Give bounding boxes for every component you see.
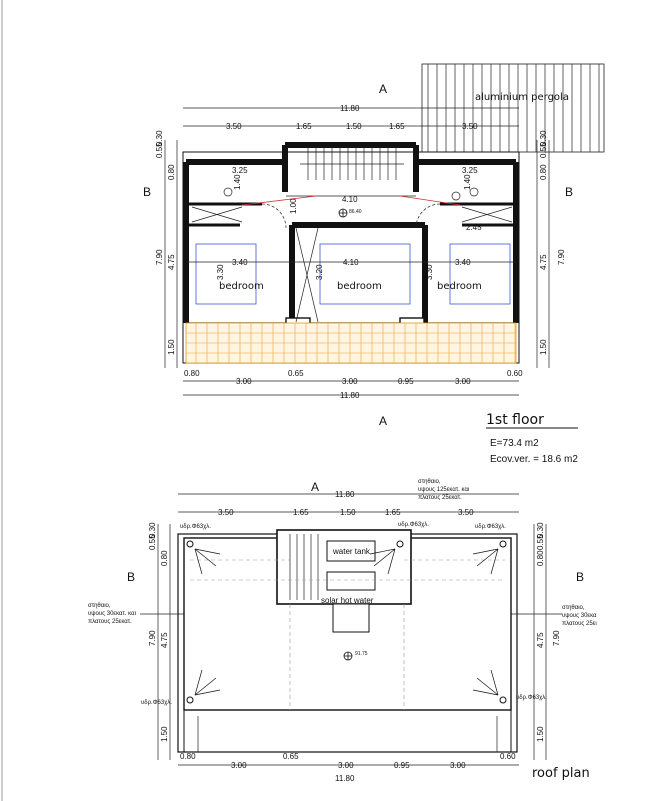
- pergola-label: aluminium pergola: [475, 92, 569, 103]
- dim-inner-9: 3.30: [425, 264, 434, 280]
- section-b-left: B: [143, 185, 152, 199]
- section-a-top: A: [379, 82, 388, 96]
- roof-dim-side-right-3: 7.90: [552, 630, 561, 646]
- roof-dim-overall-bottom: 11.80: [335, 774, 355, 783]
- dim-side-left-3: 7.90: [155, 249, 164, 265]
- dim-top-1: 1.65: [296, 122, 312, 131]
- roof-dim-overall: 11.80: [335, 490, 355, 499]
- roof-dim-side-right-5: 1.50: [536, 726, 545, 742]
- dim-inner-10: 3.40: [455, 258, 471, 267]
- dim-inner-7: 4.10: [343, 258, 359, 267]
- water-tank-label: water tank: [333, 547, 370, 556]
- roof-dim-bottom-2: 0.65: [283, 752, 299, 761]
- dim-inner-1-right: 1.40: [463, 174, 472, 190]
- dim-side-right-1: 0.30: [539, 130, 548, 146]
- roof-dim-side-left-4: 4.75: [160, 632, 169, 648]
- roof-section-a: A: [311, 480, 320, 494]
- roof-dim-side-left-2: 0.80: [160, 550, 169, 566]
- dim-top-2: 1.50: [346, 122, 362, 131]
- level-roof: 91.75: [355, 651, 368, 657]
- roof-plan-title: roof plan: [532, 766, 590, 781]
- dim-bottom-1: 3.00: [236, 377, 252, 386]
- roof-dim-bottom-4: 0.95: [394, 761, 410, 770]
- dim-side-left-4: 4.75: [167, 254, 176, 270]
- section-a-bottom: A: [379, 414, 388, 428]
- dim-overall-bottom: 11.80: [340, 391, 360, 400]
- dim-bottom-5: 3.00: [455, 377, 471, 386]
- roof-dim-top-1: 1.65: [293, 508, 309, 517]
- roof-section-b-right: B: [576, 570, 585, 584]
- dim-side-right-4: 4.75: [539, 254, 548, 270]
- roof-dim-bottom-0: 0.80: [180, 752, 196, 761]
- room-label-left: bedroom: [219, 281, 264, 292]
- dim-inner-1: 1.40: [233, 174, 242, 190]
- roof-dim-top-3: 1.65: [385, 508, 401, 517]
- drain-label-top-middle: υδρ.Φ63χλ.: [398, 522, 429, 528]
- roof-drain-icon: [500, 541, 506, 547]
- dim-inner-5: 3.40: [232, 258, 248, 267]
- dim-side-right-2: 0.80: [539, 164, 548, 180]
- dim-bottom-6: 0.60: [507, 369, 523, 378]
- solar-hot-water-label: solar hot water: [321, 596, 374, 605]
- dim-bottom-3: 3.00: [342, 377, 358, 386]
- note-left-0: στηθαιο,: [88, 603, 111, 609]
- roof-dim-side-right-0: 0.55: [536, 534, 545, 550]
- note-top-1: υψους 125εκατ. και: [418, 487, 470, 493]
- roof-dim-bottom-6: 0.60: [500, 752, 516, 761]
- note-top-2: πλατους 25εκατ.: [418, 495, 462, 501]
- level-first-floor: 86.40: [349, 209, 362, 215]
- roof-dim-top-2: 1.50: [340, 508, 356, 517]
- roof-drain-icon: [187, 697, 193, 703]
- first-floor-plan: [143, 64, 604, 465]
- roof-dim-side-right-2: 0.80: [536, 550, 545, 566]
- dim-side-left-2: 0.80: [167, 164, 176, 180]
- dim-inner-4: 2.45: [466, 223, 482, 232]
- dim-top-0: 3.50: [226, 122, 242, 131]
- note-left-1: υψους 30εκατ. και: [88, 611, 136, 617]
- dim-bottom-4: 0.95: [398, 377, 414, 386]
- roof-plan: [88, 479, 597, 783]
- note-right-0: στηθαιο,: [562, 605, 585, 611]
- dim-top-3: 1.65: [389, 122, 405, 131]
- roof-section-b-left: B: [127, 570, 136, 584]
- roof-dim-side-left-3: 7.90: [148, 630, 157, 646]
- roof-dim-bottom-3: 3.00: [338, 761, 354, 770]
- note-right-2: πλατους 25ει: [562, 621, 597, 627]
- dim-overall-top: 11.80: [340, 104, 360, 113]
- dim-side-left-5: 1.50: [167, 339, 176, 355]
- roof-dim-bottom-1: 3.00: [231, 761, 247, 770]
- dim-side-left-1: 0.30: [155, 130, 164, 146]
- dim-bottom-0: 0.80: [184, 369, 200, 378]
- roof-dim-top-4: 3.50: [458, 508, 474, 517]
- first-floor-area: E=73.4 m2: [490, 438, 539, 449]
- dim-top-4: 3.50: [462, 122, 478, 131]
- dim-side-right-0: 0.55: [539, 142, 548, 158]
- dim-inner-8: 3.20: [315, 264, 324, 280]
- dim-inner-6: 3.30: [216, 264, 225, 280]
- roof-drain-icon: [500, 697, 506, 703]
- roof-dim-side-right-1: 0.30: [536, 522, 545, 538]
- first-floor-covered-verandas: Ecov.ver. = 18.6 m2: [490, 454, 578, 465]
- roof-dim-top-0: 3.50: [218, 508, 234, 517]
- roof-drain-icon: [187, 541, 193, 547]
- note-right-1: υψους 30εκα: [562, 613, 597, 619]
- dim-side-right-5: 1.50: [539, 339, 548, 355]
- room-label-right: bedroom: [437, 281, 482, 292]
- dim-inner-0-right: 3.25: [462, 166, 478, 175]
- note-top-0: στηθαιο,: [418, 479, 441, 485]
- dim-bottom-2: 0.65: [288, 369, 304, 378]
- dim-side-right-3: 7.90: [557, 249, 566, 265]
- dim-inner-3: 1.00: [289, 198, 298, 214]
- roof-dim-bottom-5: 3.00: [450, 761, 466, 770]
- roof-dim-side-left-5: 1.50: [160, 726, 169, 742]
- dim-inner-0: 3.25: [232, 166, 248, 175]
- roof-dim-side-left-0: 0.55: [148, 534, 157, 550]
- roof-dim-side-left-1: 0.30: [148, 522, 157, 538]
- drain-label-bottom-right: υδρ.Φ63χλ.: [516, 695, 547, 701]
- drain-label-bottom-left: υδρ.Φ63χλ.: [141, 700, 172, 706]
- drain-label-top-right: υδρ.Φ63χλ.: [475, 524, 506, 530]
- note-left-2: πλατους 25εκατ.: [88, 619, 132, 625]
- dim-side-left-0: 0.55: [155, 142, 164, 158]
- first-floor-title: 1st floor: [486, 412, 544, 428]
- drain-label-top-left: υδρ.Φ63χλ.: [180, 524, 211, 530]
- room-label-middle: bedroom: [337, 281, 382, 292]
- dim-inner-2: 4.10: [342, 195, 358, 204]
- section-b-right: B: [565, 185, 574, 199]
- roof-dim-side-right-4: 4.75: [536, 632, 545, 648]
